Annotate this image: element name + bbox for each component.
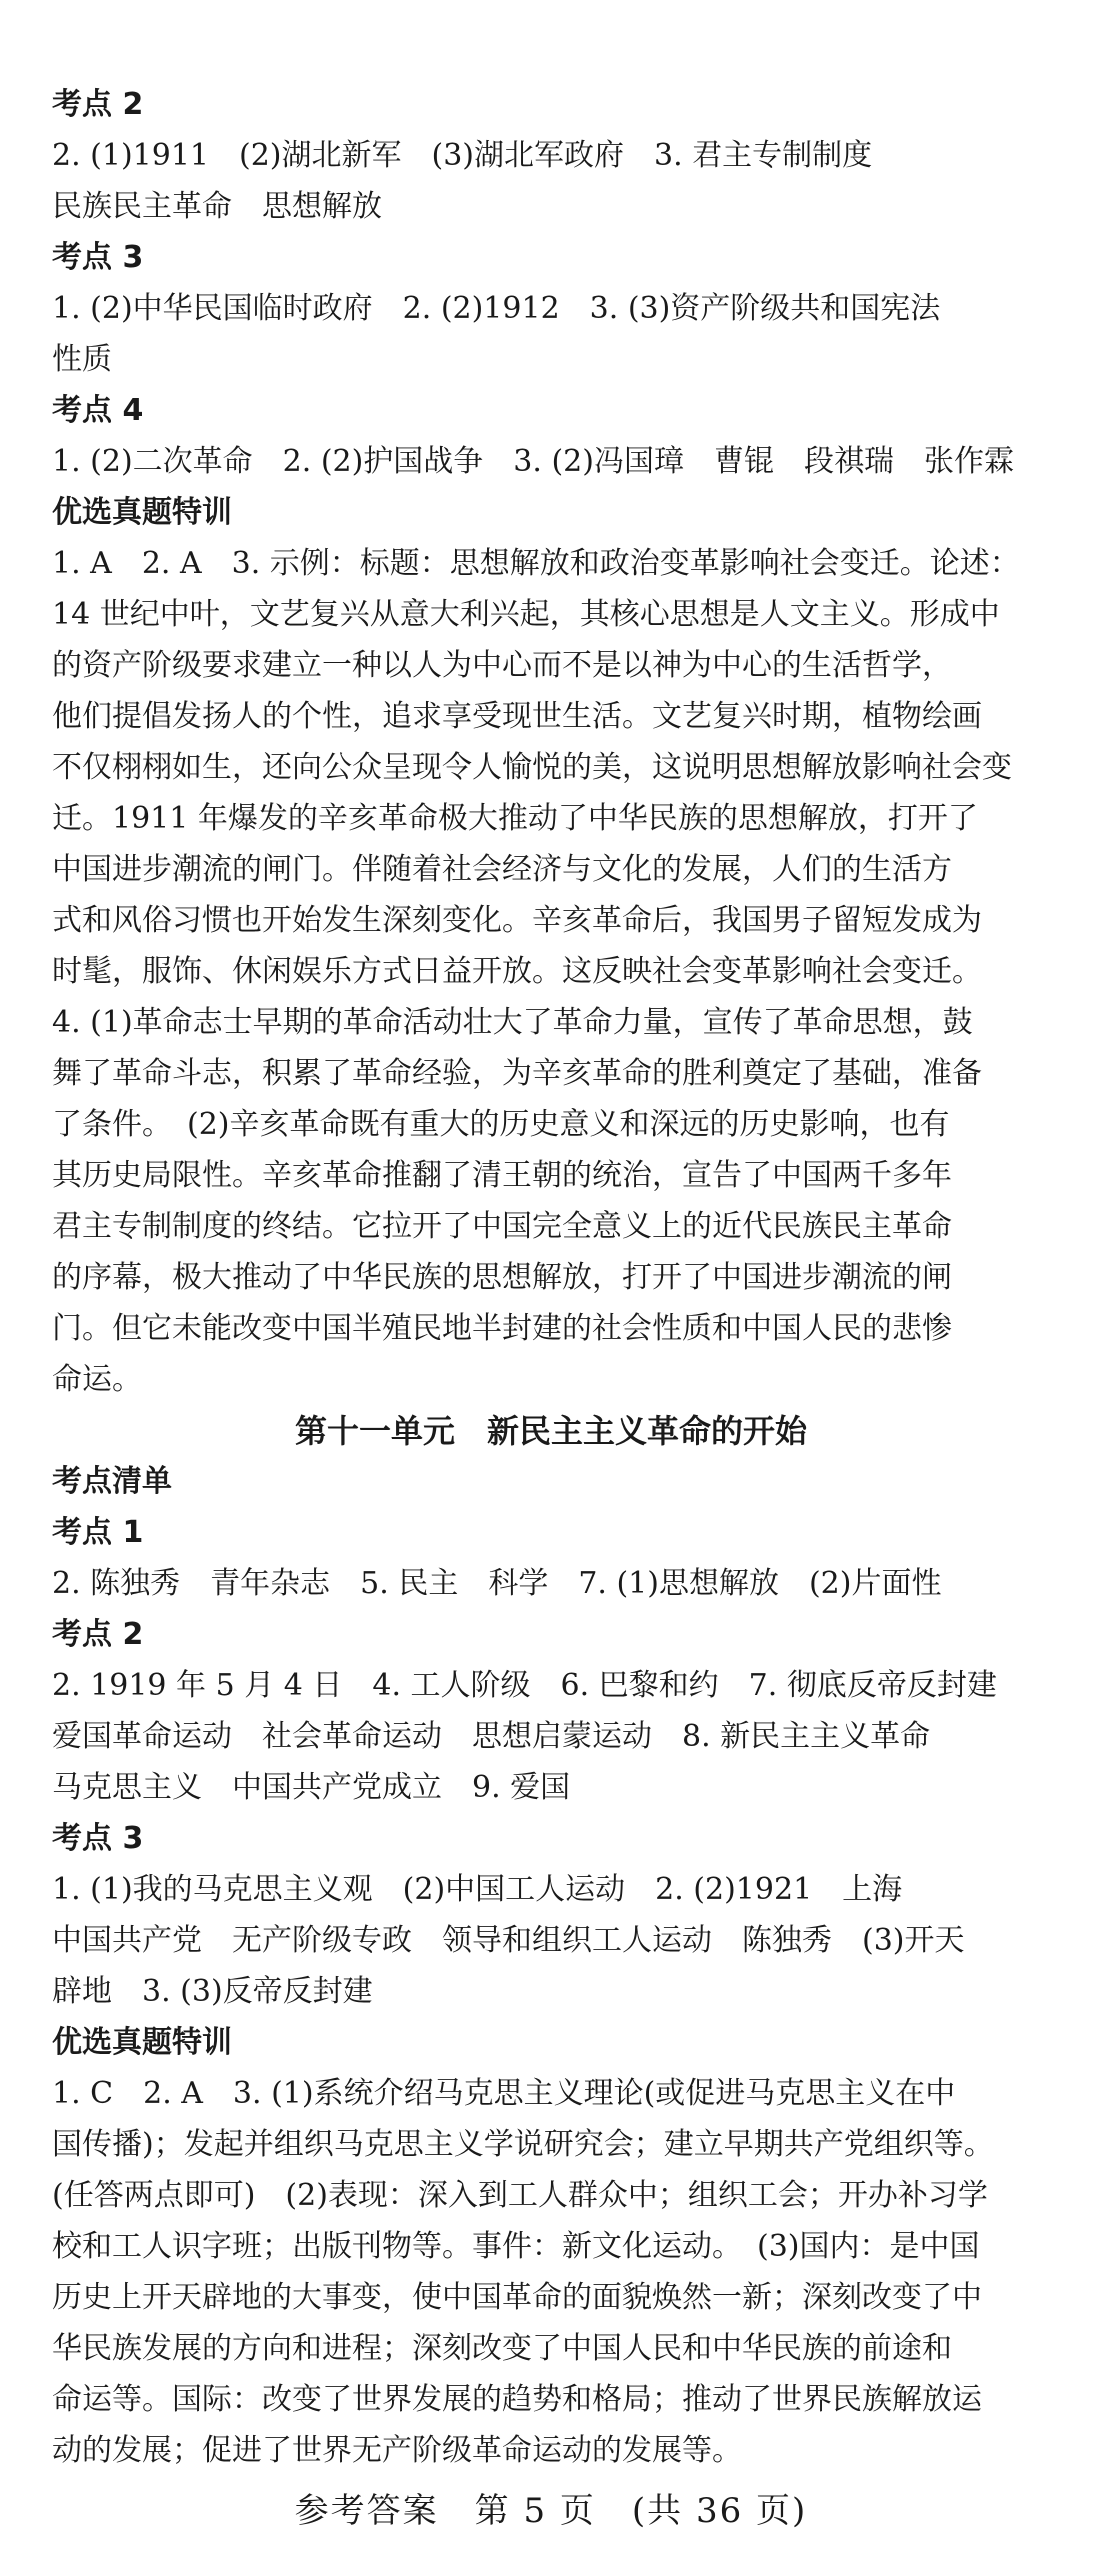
section-heading: 考点清单 (52, 1464, 172, 1499)
text-line: 4. (1)革命志士早期的革命活动壮大了革命力量，宣传了革命思想，鼓 (52, 1005, 973, 1040)
section-heading: 考点 2 (52, 87, 144, 122)
text-line: 2. (1)1911 (2)湖北新军 (3)湖北军政府 3. 君主专制制度 (52, 138, 873, 173)
text-line: 2. 1919 年 5 月 4 日 4. 工人阶级 6. 巴黎和约 7. 彻底反帝反封建 (52, 1668, 997, 1703)
text-line: 性质 (52, 342, 112, 377)
text-line: 君主专制制度的终结。它拉开了中国完全意义上的近代民族民主革命 (52, 1209, 952, 1244)
text-line: 时髦，服饰、休闲娱乐方式日益开放。这反映社会变革影响社会变迁。 (52, 954, 982, 989)
section-heading: 考点 3 (52, 240, 144, 275)
text-line: 中国进步潮流的闸门。伴随着社会经济与文化的发展，人们的生活方 (52, 852, 952, 887)
text-line: 命运。 (52, 1362, 142, 1397)
section-heading: 优选真题特训 (52, 2025, 232, 2060)
text-line: 校和工人识字班；出版刊物等。事件：新文化运动。 (3)国内：是中国 (52, 2229, 980, 2264)
page-footer: 参考答案 第 5 页 (共 36 页) (294, 2491, 808, 2531)
text-line: 1. (2)二次革命 2. (2)护国战争 3. (2)冯国璋 曹锟 段祺瑞 张作霖 (52, 444, 1014, 479)
unit-title: 第十一单元 新民主主义革命的开始 (294, 1412, 807, 1450)
text-line: 华民族发展的方向和进程；深刻改变了中国人民和中华民族的前途和 (52, 2331, 952, 2366)
text-line: 他们提倡发扬人的个性，追求享受现世生活。文艺复兴时期，植物绘画 (52, 699, 982, 734)
text-line: 1. (1)我的马克思主义观 (2)中国工人运动 2. (2)1921 上海 (52, 1872, 903, 1907)
text-line: 历史上开天辟地的大事变，使中国革命的面貌焕然一新；深刻改变了中 (52, 2280, 982, 2315)
text-line: 1. A 2. A 3. 示例：标题：思想解放和政治变革影响社会变迁。论述： (52, 546, 1020, 581)
section-heading: 优选真题特训 (52, 495, 232, 530)
text-line: 不仅栩栩如生，还向公众呈现令人愉悦的美，这说明思想解放影响社会变 (52, 750, 1012, 785)
text-line: 了条件。 (2)辛亥革命既有重大的历史意义和深远的历史影响，也有 (52, 1107, 950, 1142)
section-heading: 考点 1 (52, 1515, 144, 1550)
text-line: 1. C 2. A 3. (1)系统介绍马克思主义理论(或促进马克思主义在中 (52, 2076, 956, 2111)
text-line: 其历史局限性。辛亥革命推翻了清王朝的统治，宣告了中国两千多年 (52, 1158, 952, 1193)
text-line: 国传播)；发起并组织马克思主义学说研究会；建立早期共产党组织等。 (52, 2127, 994, 2162)
text-line: 辟地 3. (3)反帝反封建 (52, 1974, 373, 2009)
text-line: 民族民主革命 思想解放 (52, 189, 382, 224)
text-line: 1. (2)中华民国临时政府 2. (2)1912 3. (3)资产阶级共和国宪法 (52, 291, 941, 326)
text-line: 的资产阶级要求建立一种以人为中心而不是以神为中心的生活哲学， (52, 648, 952, 683)
section-heading: 考点 3 (52, 1821, 144, 1856)
text-line: 迁。1911 年爆发的辛亥革命极大推动了中华民族的思想解放，打开了 (52, 801, 978, 836)
text-line: 2. 陈独秀 青年杂志 5. 民主 科学 7. (1)思想解放 (2)片面性 (52, 1566, 942, 1601)
text-line: 马克思主义 中国共产党成立 9. 爱国 (52, 1770, 571, 1805)
text-line: 14 世纪中叶，文艺复兴从意大利兴起，其核心思想是人文主义。形成中 (52, 597, 1000, 632)
text-line: (任答两点即可) (2)表现：深入到工人群众中；组织工会；开办补习学 (52, 2178, 988, 2213)
text-line: 动的发展；促进了世界无产阶级革命运动的发展等。 (52, 2433, 742, 2468)
text-line: 爱国革命运动 社会革命运动 思想启蒙运动 8. 新民主主义革命 (52, 1719, 931, 1754)
section-heading: 考点 2 (52, 1617, 144, 1652)
text-line: 的序幕，极大推动了中华民族的思想解放，打开了中国进步潮流的闸 (52, 1260, 952, 1295)
text-line: 命运等。国际：改变了世界发展的趋势和格局；推动了世界民族解放运 (52, 2382, 982, 2417)
text-line: 门。但它未能改变中国半殖民地半封建的社会性质和中国人民的悲惨 (52, 1311, 952, 1346)
text-line: 中国共产党 无产阶级专政 领导和组织工人运动 陈独秀 (3)开天 (52, 1923, 965, 1958)
section-heading: 考点 4 (52, 393, 144, 428)
text-line: 式和风俗习惯也开始发生深刻变化。辛亥革命后，我国男子留短发成为 (52, 903, 982, 938)
text-line: 舞了革命斗志，积累了革命经验，为辛亥革命的胜利奠定了基础，准备 (52, 1056, 982, 1091)
